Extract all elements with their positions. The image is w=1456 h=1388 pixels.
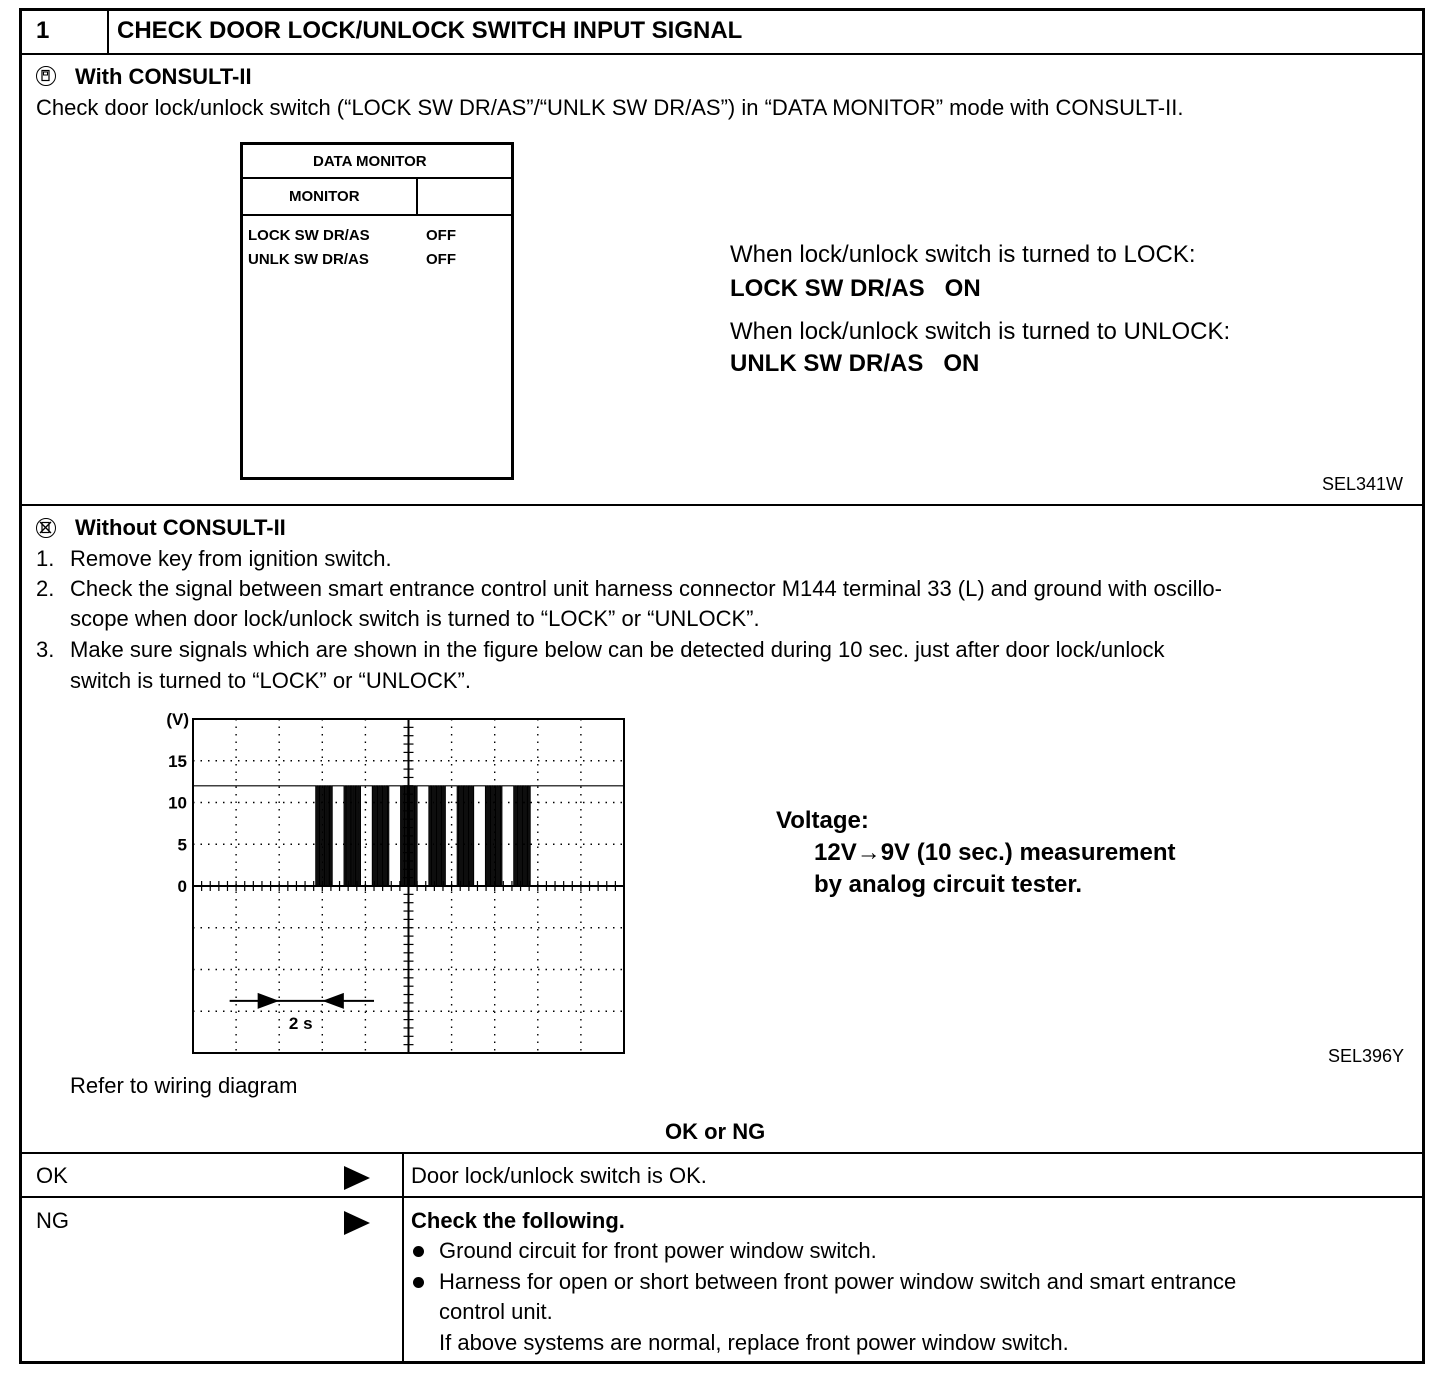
ng-final-instruction: If above systems are normal, replace front power window switch. [439, 1330, 1069, 1355]
ok-label: OK [36, 1163, 68, 1188]
data-monitor-title: DATA MONITOR [313, 153, 427, 170]
step-2-line-1: Check the signal between smart entrance control unit harness connector M144 terminal 33 (L) and ground with oscillo- [70, 576, 1222, 601]
time-scale-arrow-right [258, 993, 280, 1009]
figure-ref-scope: SEL396Y [1328, 1046, 1405, 1066]
oscilloscope-chart [150, 705, 640, 1065]
monitor-row-label: LOCK SW DR/AS [248, 227, 370, 244]
no-consult-icon [36, 518, 56, 538]
signal-waveform [193, 786, 624, 886]
ng-heading: Check the following. [411, 1208, 625, 1233]
voltage-line-2: by analog circuit tester. [814, 871, 1083, 898]
step-3-number: 3. [36, 637, 55, 662]
voltage-line-1: 12V→9V (10 sec.) measurement [814, 839, 1176, 866]
figure-ref-consult: SEL341W [1322, 474, 1404, 494]
data-monitor-column-divider [416, 177, 418, 215]
lock-result: LOCK SW DR/AS ON [730, 275, 981, 302]
step-title: CHECK DOOR LOCK/UNLOCK SWITCH INPUT SIGNAL [117, 17, 743, 44]
section-divider [19, 504, 1425, 506]
without-consult-heading: Without CONSULT-II [75, 515, 286, 540]
step-2-line-2: scope when door lock/unlock switch is turned to “LOCK” or “UNLOCK”. [70, 606, 760, 631]
ok-arrow-icon [344, 1166, 370, 1190]
with-consult-heading: With CONSULT-II [75, 64, 252, 89]
bullet-icon [413, 1277, 424, 1288]
data-monitor-box [240, 142, 514, 480]
monitor-row-value: OFF [426, 251, 456, 268]
lock-condition: When lock/unlock switch is turned to LOCK: [730, 241, 1196, 268]
step-3-line-1: Make sure signals which are shown in the figure below can be detected during 10 sec. just after door lock/unlock [70, 637, 1165, 662]
data-monitor-title-rule [243, 177, 511, 179]
ng-arrow-icon [344, 1211, 370, 1235]
step-number: 1 [36, 17, 50, 44]
header-divider [107, 8, 109, 54]
time-scale-arrow-left [322, 993, 344, 1009]
monitor-row-value: OFF [426, 227, 456, 244]
consult-icon [36, 66, 56, 86]
ok-text: Door lock/unlock switch is OK. [411, 1163, 707, 1188]
header-bottom-rule [19, 53, 1425, 55]
ok-or-ng-question: OK or NG [665, 1119, 766, 1144]
y-tick-label: 15 [168, 751, 187, 771]
result-row-rule [19, 1196, 1425, 1198]
data-monitor-column-header: MONITOR [289, 188, 360, 205]
y-axis-unit: (V) [166, 710, 189, 729]
oscilloscope-svg [150, 705, 640, 1065]
data-monitor-header-rule [243, 214, 511, 216]
ng-label: NG [36, 1208, 69, 1233]
unlock-condition: When lock/unlock switch is turned to UNLOCK: [730, 318, 1231, 345]
monitor-row-label: UNLK SW DR/AS [248, 251, 369, 268]
bullet-icon [413, 1246, 424, 1257]
wiring-diagram-ref: Refer to wiring diagram [70, 1073, 298, 1098]
y-tick-label: 10 [168, 793, 187, 813]
unlock-result: UNLK SW DR/AS ON [730, 350, 980, 377]
ng-item-1: Ground circuit for front power window switch. [439, 1238, 877, 1263]
step-1-text: Remove key from ignition switch. [70, 546, 392, 571]
step-1-number: 1. [36, 546, 55, 571]
result-top-rule [19, 1152, 1425, 1154]
y-tick-label: 5 [177, 835, 187, 855]
ng-item-2-continued: control unit. [439, 1299, 553, 1324]
with-consult-instruction: Check door lock/unlock switch (“LOCK SW DR/AS”/“UNLK SW DR/AS”) in “DATA MONITOR” mode with CONSULT-II. [36, 95, 1184, 120]
step-2-number: 2. [36, 576, 55, 601]
y-tick-label: 0 [177, 877, 187, 896]
ng-item-2: Harness for open or short between front power window switch and smart entrance [439, 1269, 1237, 1294]
time-scale-label: 2 s [288, 1013, 313, 1033]
step-3-line-2: switch is turned to “LOCK” or “UNLOCK”. [70, 668, 471, 693]
voltage-label: Voltage: [776, 807, 869, 834]
result-column-divider [402, 1152, 404, 1364]
